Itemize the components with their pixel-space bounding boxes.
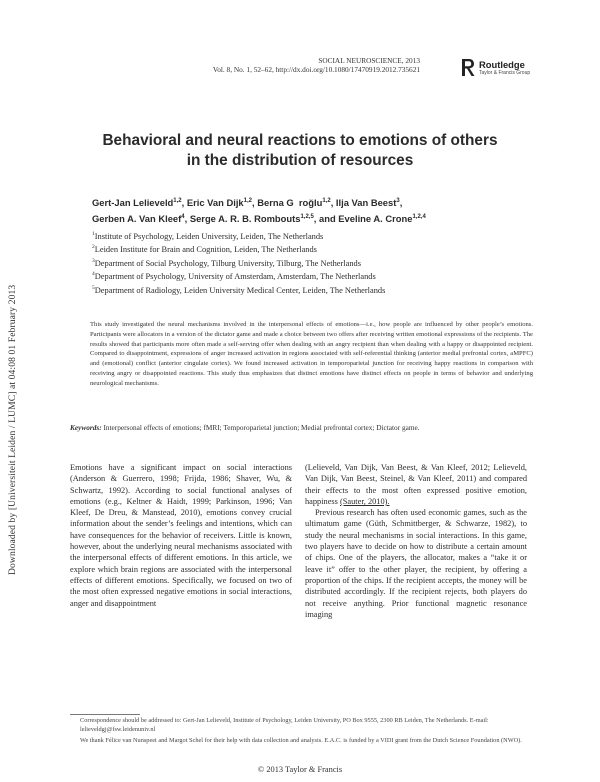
acknowledgment-footnote: We thank Félice van Nunspeet and Margot Schel for their help with data collection and analysis. E.A.C. is funded by a VIDI grant from the Dutch Science Foundation (NWO).: [80, 737, 522, 744]
journal-header: [213, 56, 420, 74]
affiliation-text: Department of Psychology, University of Amsterdam, Amsterdam, The Netherlands: [94, 271, 376, 281]
routledge-r-icon: [461, 58, 476, 77]
affiliation-item: [92, 269, 532, 282]
publisher-logo: [461, 58, 541, 80]
abstract: This study investigated the neural mechanisms involved in the interpersonal effects of emotions—i.e., how people are influenced by other people’s emotions. Participants were allocators in a version of the dictator game and made a choice between two offers after receiving written emotional expressions of the recipients. The results showed that participants more often made a self-serving offer when dealing with an angry recipient than when dealing with a happy or disappointed recipient. Compared to disappointment, expressions of anger increased activation in regions associated with self-referential thinking (anterior medial prefrontal cortex, aMPFC) and (emotional) conflict (anterior cingulate cortex). We found increased activation in temporoparietal junction for receiving happy reactions in comparison with receiving angry or disappointed reactions. This study thus emphasizes that distinct emotions have distinct effects on people in terms of behavior and underlying neurological mechanisms.: [90, 321, 533, 387]
keywords-label: Keywords:: [70, 423, 102, 432]
journal-name: SOCIAL NEUROSCIENCE, 2013: [318, 56, 420, 65]
affiliation-number: 5: [92, 284, 95, 291]
author-name: Eric Van Dijk: [186, 197, 244, 209]
affiliation-text: Department of Social Psychology, Tilburg University, Tilburg, The Netherlands: [94, 258, 361, 268]
body-paragraph: Previous research has often used economic games, such as the ultimatum game (Güth, Schmittberger, & Schwarze, 1982), to study the neural mechanisms in social interactions. In this game, two players have to decide on how to distribute a certain amount of chips. One of the players, the allocator, makes a “take it or leave it” offer to the other player, the recipient, by offering a proportion of the chips. If the recipient accepts, the money will be distributed accordingly. If the recipient rejects, both players do not receive anything. Prior functional magnetic resonance imaging: [305, 508, 527, 619]
journal-citation: Vol. 8, No. 1, 52–62, http://dx.doi.org/10.1080/17470919.2012.735621: [212, 65, 420, 74]
body-column-right: [305, 462, 527, 620]
affiliation-number: 4: [92, 271, 95, 278]
author-affil: 4: [181, 214, 185, 221]
author-affil: 1,2: [243, 198, 252, 204]
author-affil: 1,2,5: [300, 214, 314, 221]
affiliation-list: [92, 229, 532, 296]
body-paragraph: Emotions have a significant impact on social interactions (Anderson & Guerrero, 1998; Frijda, 1986; Shaver, Wu, & Schwartz, 1992). According to social functional analyses of emotions (e.g., Keltner & Haidt, 1999; Parkinson, 1996; Van Kleef, De Dreu, & Manstead, 2010), emotions convey crucial information about the sender’s feelings and intentions, which can have consequences for the behavior of receivers. Little is known, however, about the underlying neural mechanisms associated with the interpersonal effects of different emotions. In this article, we explore which brain regions are associated with the interpersonal effects of different emotions. Specifically, we focused on two of the most often expressed negative emotions in social interactions, anger and disappointment: [70, 463, 292, 608]
author-affil: 1,2,4: [412, 214, 426, 221]
body-column-left: [70, 462, 292, 609]
affiliation-number: 2: [92, 244, 95, 251]
affiliation-item: [92, 229, 532, 242]
affiliation-item: [92, 256, 532, 269]
author-affil: 1,2: [173, 198, 182, 204]
correspondence-footnote: Correspondence should be addressed to: Gert-Jan Lelieveld, Institute of Psychology, Leiden University, PO Box 9555, 2300 RB Leiden, The Netherlands. E-mail: lelieveldgj@fsw.leidenuniv.nl: [80, 717, 489, 733]
body-paragraph: [305, 462, 527, 507]
author-name: Ilja Van Beest: [335, 197, 397, 209]
footnote-divider: [70, 714, 140, 715]
publisher-subname: Taylor & Francis Group: [479, 69, 531, 76]
affiliation-item: [92, 242, 532, 255]
affiliation-item: [92, 283, 532, 296]
affiliation-text: Leiden Institute for Brain and Cognition, Leiden, The Netherlands: [94, 245, 317, 255]
title-line-1: Behavioral and neural reactions to emotions of others: [102, 132, 498, 149]
keywords: [70, 423, 540, 432]
author-name: and Eveline A. Crone: [319, 213, 413, 225]
author-name: Gert-Jan Lelieveld: [92, 197, 174, 209]
download-watermark-text: Downloaded by [Universiteit Leiden / LUMC] at 04:08 01 February 2013: [7, 284, 18, 575]
title-line-2: in the distribution of resources: [186, 152, 414, 169]
author-name: Berna G roğlu: [257, 197, 323, 209]
author-list: Gert-Jan Lelieveld$^{1,2}$, Eric Van Dijk$^{1,2}$, Berna G roğlu$^{1,2}$, Ilja Van Beest$^3$, Gerben A. Van Kleef$^4$, Serge A. R. B. Rombouts$^{1,2,5}$, and Eveline A. Crone$^{1,2,4}$: [92, 197, 426, 225]
author-affil: 3: [396, 198, 400, 204]
download-watermark: [6, 215, 20, 575]
publisher-name: Routledge: [479, 59, 525, 70]
copyright-notice: © 2013 Taylor & Francis: [257, 765, 343, 774]
citation-link[interactable]: (Sauter, 2010).: [340, 496, 390, 506]
author-name: Gerben A. Van Kleef: [92, 213, 182, 225]
body-text: (Lelieveld, Van Dijk, Van Beest, & Van Kleef, 2012; Lelieveld, Van Dijk, Van Beest, Steinel, & Van Kleef, 2011) and compared their effects to the most often expressed positive emotion, happiness: [305, 463, 527, 506]
author-name: Serge A. R. B. Rombouts: [189, 213, 301, 225]
affiliation-text: Institute of Psychology, Leiden University, Leiden, The Netherlands: [94, 231, 324, 241]
keywords-text: Interpersonal effects of emotions; fMRI; Temporoparietal junction; Medial prefrontal cortex; Dictator game.: [103, 423, 420, 432]
affiliation-text: Department of Radiology, Leiden University Medical Center, Leiden, The Netherlands: [94, 285, 386, 295]
paper-title: [70, 131, 530, 171]
affiliation-number: 1: [92, 231, 95, 237]
author-affil: 1,2: [322, 198, 331, 204]
affiliation-number: 3: [92, 257, 95, 264]
